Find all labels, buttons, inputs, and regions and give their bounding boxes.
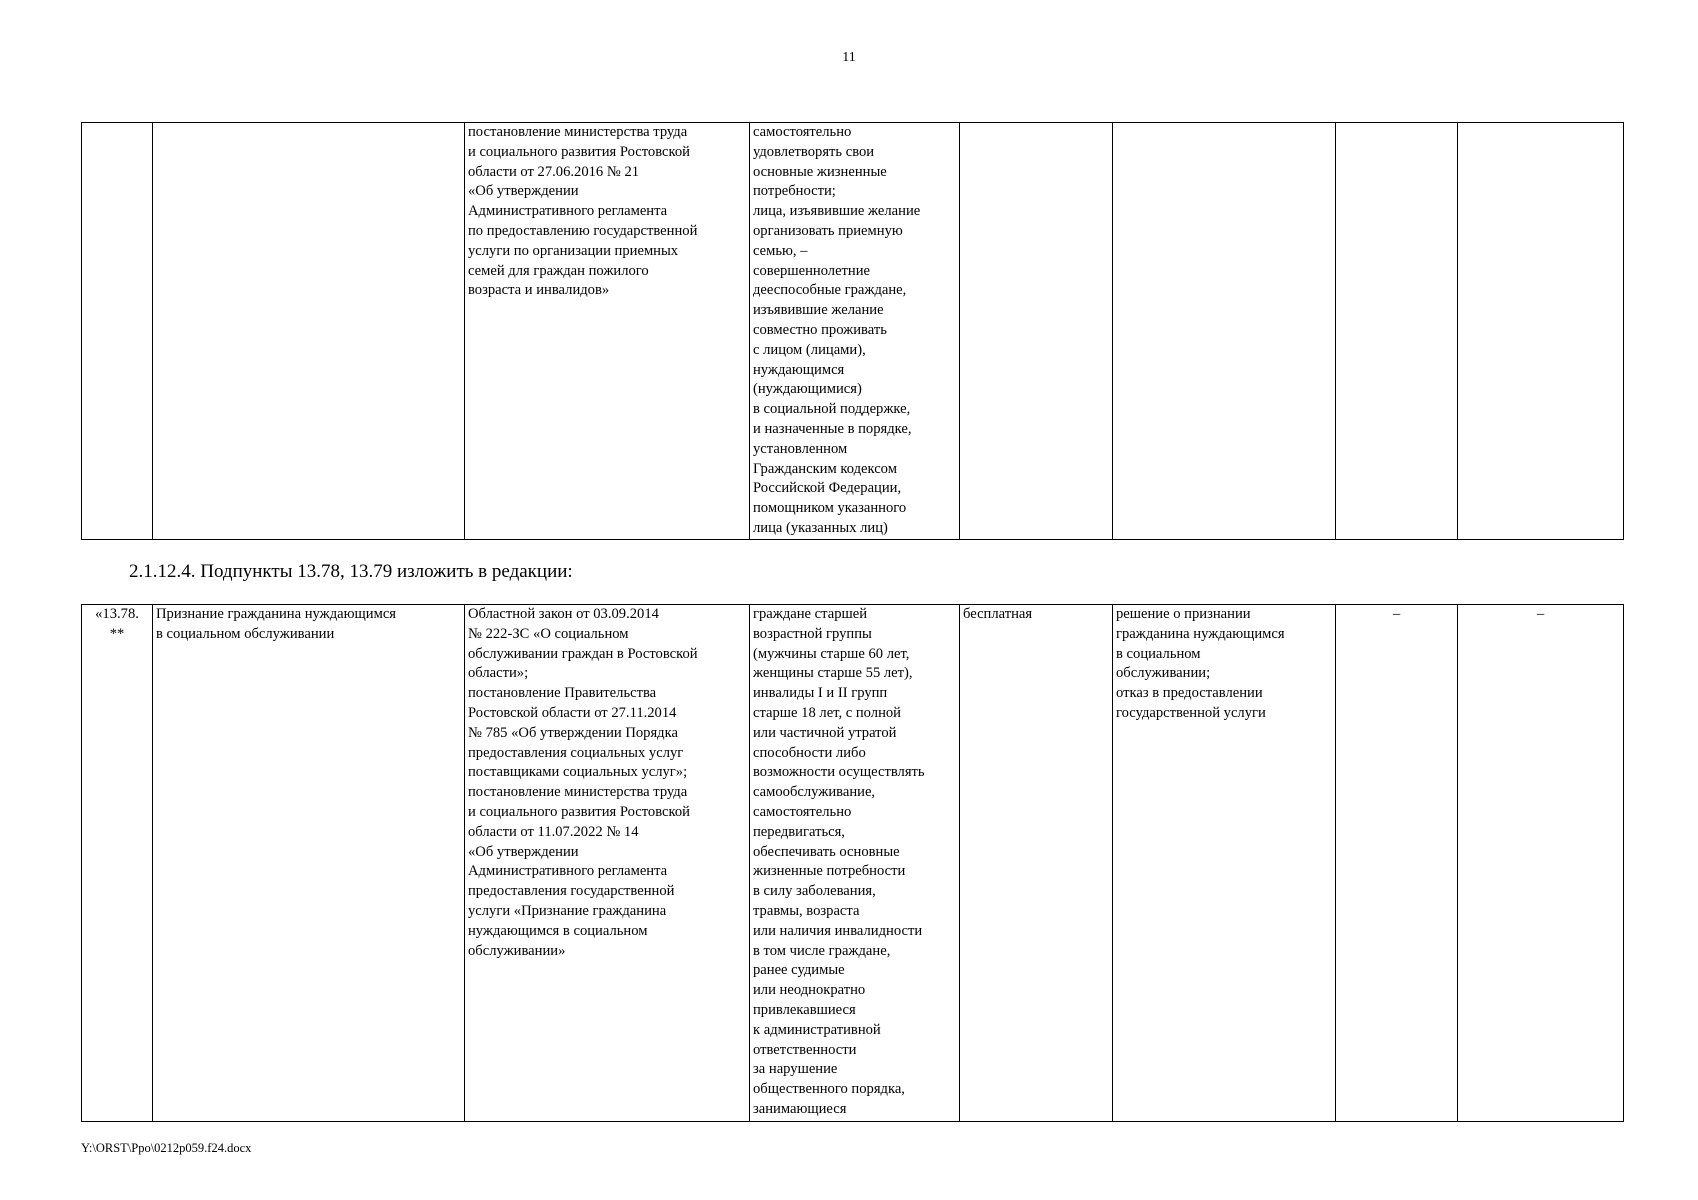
cell-legal-basis: постановление министерства труда и социального развития Ростовской области от 27.06.2016 № 21 «Об утверждении Административного регламента по предоставлению государственной услуги по организации приемных семей для граждан пожилого возраста и инвалидов» [465,123,750,540]
section-heading: 2.1.12.4. Подпункты 13.78, 13.79 изложить в редакции: [129,561,573,582]
cell-recipients: граждане старшей возрастной группы (мужчины старше 60 лет, женщины старше 55 лет), инвалиды I и II групп старше 18 лет, с полной или частичной утратой способности либо возможности осуществлять самообслуживание, самостоятельно передвигаться, обеспечивать основные жизненные потребности в силу заболевания, травмы, возраста или наличия инвалидности в том числе граждане, ранее судимые или неоднократно привлекавшиеся к административной ответственности за нарушение общественного порядка, занимающиеся [750,605,960,1122]
cell-service-name: Признание гражданина нуждающимся в социальном обслуживании [153,605,465,1122]
cell-col8 [1458,123,1624,540]
cell-item-number [82,123,153,540]
table-row [82,123,1624,540]
cell-result [1113,123,1336,540]
cell-col8: – [1458,605,1624,1122]
services-table [81,604,1624,1122]
footer-file-path: Y:\ORST\Ppo\0212p059.f24.docx [81,1141,252,1155]
page-number: 11 [842,50,856,65]
continuation-table [81,122,1624,540]
cell-col7: – [1336,605,1458,1122]
cell-payment: бесплатная [960,605,1113,1122]
cell-item-number: «13.78. ** [82,605,153,1122]
cell-result: решение о признании гражданина нуждающимся в социальном обслуживании; отказ в предоставлении государственной услуги [1113,605,1336,1122]
cell-col7 [1336,123,1458,540]
cell-legal-basis: Областной закон от 03.09.2014 № 222-ЗС «О социальном обслуживании граждан в Ростовской области»; постановление Правительства Ростовской области от 27.11.2014 № 785 «Об утверждении Порядка предоставления социальных услуг поставщиками социальных услуг»; постановление министерства труда и социального развития Ростовской области от 11.07.2022 № 14 «Об утверждении Административного регламента предоставления государственной услуги «Признание гражданина нуждающимся в социальном обслуживании» [465,605,750,1122]
table-row [82,605,1624,1122]
cell-payment [960,123,1113,540]
cell-service-name [153,123,465,540]
cell-recipients: самостоятельно удовлетворять свои основные жизненные потребности; лица, изъявившие желание организовать приемную семью, – совершеннолетние дееспособные граждане, изъявившие желание совместно проживать с лицом (лицами), нуждающимся (нуждающимися) в социальной поддержке, и назначенные в порядке, установленном Гражданским кодексом Российской Федерации, помощником указанного лица (указанных лиц) [750,123,960,540]
